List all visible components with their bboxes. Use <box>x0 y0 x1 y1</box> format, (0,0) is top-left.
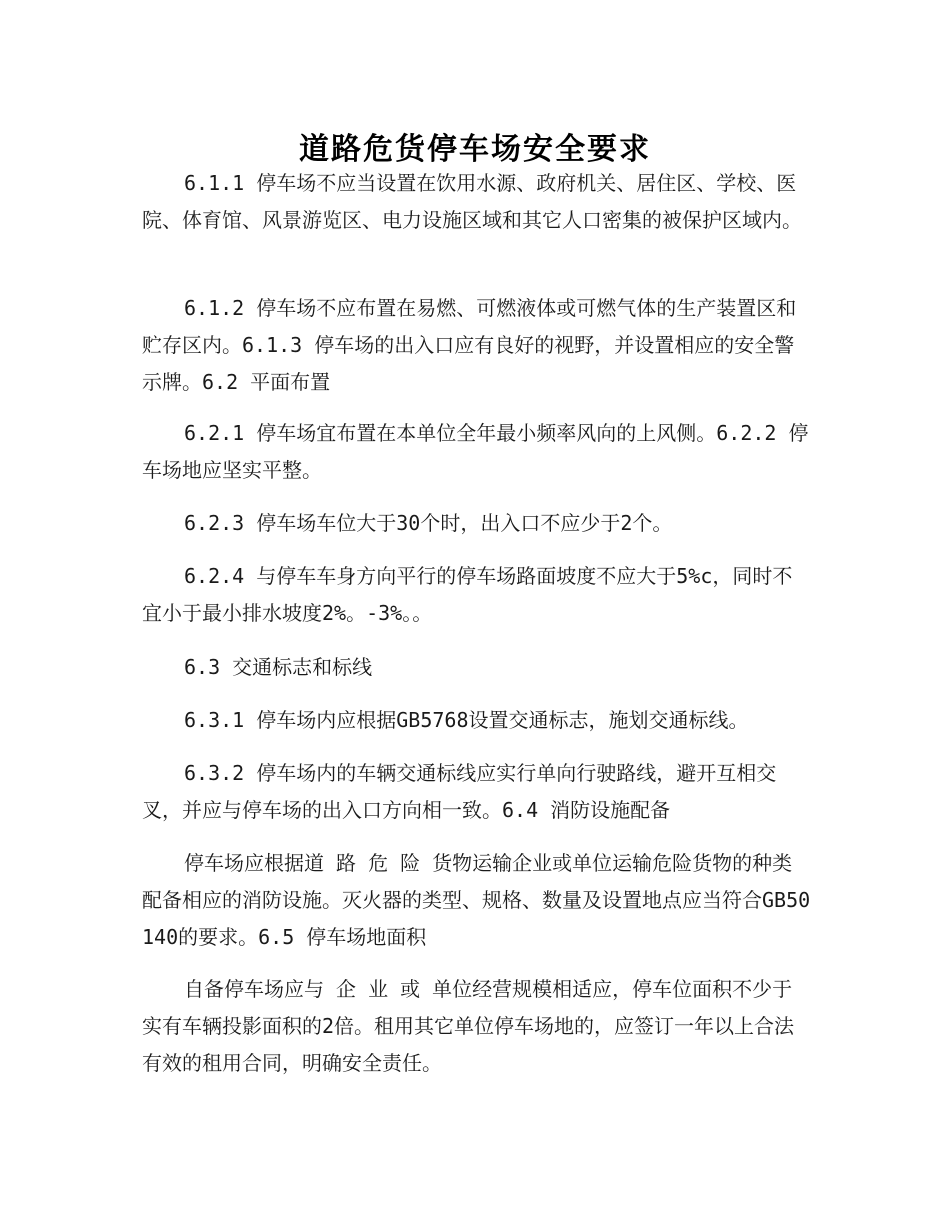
paragraph-6-3-1: 6.3.1 停车场内应根据GB5768设置交通标志，施划交通标线。 <box>184 708 749 732</box>
document-title: 道路危货停车场安全要求 <box>299 132 651 168</box>
paragraph-6-1-2: 6.1.2 停车场不应布置在易燃、可燃液体或可燃气体的生产装置区和贮存区内。6.1.3 停车场的出入口应有良好的视野，并设置相应的安全警示牌。6.2 平面布置 <box>142 296 797 394</box>
paragraph-6-5-body: 自备停车场应与 企 业 或 单位经营规模相适应，停车位面积不少于实有车辆投影面积的2倍。租用其它单位停车场地的，应签订一年以上合法有效的租用合同，明确安全责任。 <box>142 977 795 1075</box>
paragraph-6-2-4: 6.2.4 与停车车身方向平行的停车场路面坡度不应大于5%c，同时不宜小于最小排水坡度2%。-3%。。 <box>142 564 793 625</box>
paragraph-6-2-1: 6.2.1 停车场宜布置在本单位全年最小频率风向的上风侧。6.2.2 停车场地应坚实平整。 <box>142 421 809 482</box>
heading-6-3: 6.3 交通标志和标线 <box>184 655 373 679</box>
paragraph-6-3-2: 6.3.2 停车场内的车辆交通标线应实行单向行驶路线，避开互相交叉，并应与停车场的出入口方向相一致。6.4 消防设施配备 <box>142 761 777 822</box>
paragraph-6-1-1: 6.1.1 停车场不应当设置在饮用水源、政府机关、居住区、学校、医院、体育馆、风景游览区、电力设施区域和其它人口密集的被保护区域内。 <box>142 171 802 232</box>
paragraph-6-4-body: 停车场应根据道 路 危 险 货物运输企业或单位运输危险货物的种类配备相应的消防设施。灭火器的类型、规格、数量及设置地点应当符合GB50140的要求。6.5 停车场地面积 <box>142 851 811 949</box>
paragraph-6-2-3: 6.2.3 停车场车位大于30个时，出入口不应少于2个。 <box>184 511 673 535</box>
